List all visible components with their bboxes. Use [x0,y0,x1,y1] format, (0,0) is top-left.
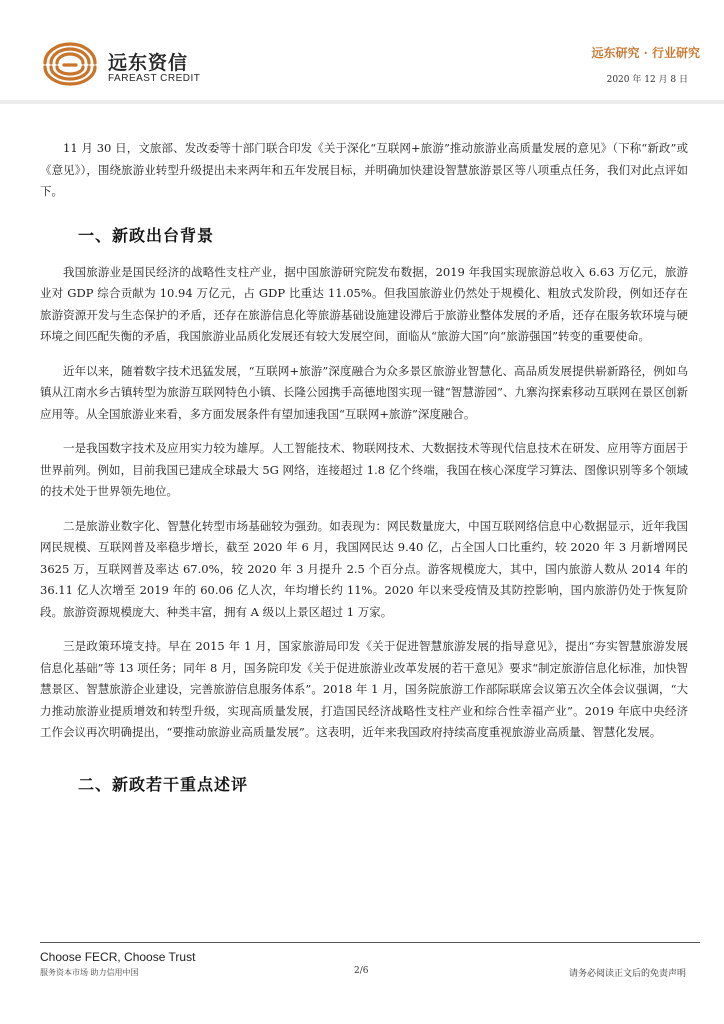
footer-divider [40,942,700,943]
footer-slogan: Choose FECR, Choose Trust [40,950,196,964]
page-number: 2/6 [354,966,369,976]
body-paragraph: 三是政策环境支持。早在 2015 年 1 月，国家旅游局印发《关于促进智慧旅游发展的指导意见》，提出“夯实智慧旅游发展信息化基础”等 13 项任务；同年 8 月，国务院印发《关于促进旅游业改革发展的若干意见》要求“制定旅游信息化标准，加快智慧景区、智慧旅游企业建设，完善旅游信息服务体系”。2018 年 1 月，国务院旅游工作部际联席会议第五次全体会议强调，“大力推动旅游业提质增效和转型升级，实现高质量发展，打造国民经济战略性支柱产业和综合性幸福产业”。2019 年底中央经济工作会议再次明确提出，“要推动旅游业高质量发展”。这表明，近年来我国政府持续高度重视旅游业高质量、智慧化发展。 [40,639,688,739]
report-date: 2020 年 12 月 8 日 [606,75,688,85]
section-heading: 二、新政若干重点述评 [78,774,249,794]
disclaimer-note: 请务必阅读正文后的免责声明 [568,969,686,979]
brand-name: 远东资信 [108,52,189,74]
body-paragraph: 近年以来，随着数字技术迅猛发展，“互联网+旅游”深度融合为众多景区旅游业智慧化、高品质发展提供崭新路径，例如乌镇从江南水乡古镇转型为旅游互联网特色小镇、长隆公园携手高德地图实现一键“智慧游园”、九寨沟探索移动互联网在景区创新应用等。从全国旅游业来看，多方面发展条件有望加速我国“互联网+旅游”深度融合。 [40,363,688,421]
intro-paragraph: 11 月 30 日，文旅部、发改委等十部门联合印发《关于深化“互联网+旅游”推动旅游业高质量发展的意见》（下称“新政”或《意见》），围绕旅游业转型升级提出未来两年和五年发展目标，并明确加快建设智慧旅游景区等八项重点任务，我们对此点评如下。 [40,141,688,198]
body-paragraph: 二是旅游业数字化、智慧化转型市场基础较为强劲。如表现为：网民数量庞大，中国互联网络信息中心数据显示，近年我国网民规模、互联网普及率稳步增长，截至 2020 年 6 月，我国网民达 9.40 亿，占全国人口比重约，较 2020 年 3 月新增网民 3625 万，互联网普及率达 67.0%，较 2020 年 3 月提升 2.5 个百分点。游客规模庞大，其中，国内旅游人数从 2014 年的 36.11 亿人次增至 2019 年的 60.06 亿人次，年均增长约 11%。2020 年以来受疫情及其防控影响，国内旅游仍处于恢复阶段。旅游资源规模庞大、种类丰富，拥有 A 级以上景区超过 1 万家。 [40,518,688,619]
section-heading: 一、新政出台背景 [78,225,215,245]
page-header [0,0,724,104]
header-divider [0,100,724,104]
brand-name-english: FAREAST CREDIT [108,73,201,84]
report-type: 远东研究 · 行业研究 [591,46,700,60]
report-body [40,138,688,811]
fareast-credit-logo-icon [40,40,100,86]
body-paragraph: 一是我国数字技术及应用实力较为雄厚。人工智能技术、物联网技术、大数据技术等现代信息技术在研发、应用等方面居于世界前列。例如，目前我国已建成全球最大 5G 网络，连接超过 1.8 亿个终端，我国在核心深度学习算法、图像识别等多个领域的技术处于世界领先地位。 [40,441,688,498]
footer-tagline: 服务资本市场 助力信用中国 [40,968,139,977]
body-paragraph: 我国旅游业是国民经济的战略性支柱产业，据中国旅游研究院发布数据，2019 年我国实现旅游总收入 6.63 万亿元，旅游业对 GDP 综合贡献为 10.94 万亿元，占 GDP 比重达 11.05%。但我国旅游业仍然处于规模化、粗放式发阶段，例如还存在旅游资源开发与生态保护的矛盾，还存在旅游信息化等旅游基础设施建设滞后于旅游业整体发展的矛盾，还存在服务软环境与硬环境之间匹配失衡的矛盾，我国旅游业品质化发展还有较大发展空间，面临从“旅游大国”向“旅游强国”转变的重要使命。 [40,264,688,343]
